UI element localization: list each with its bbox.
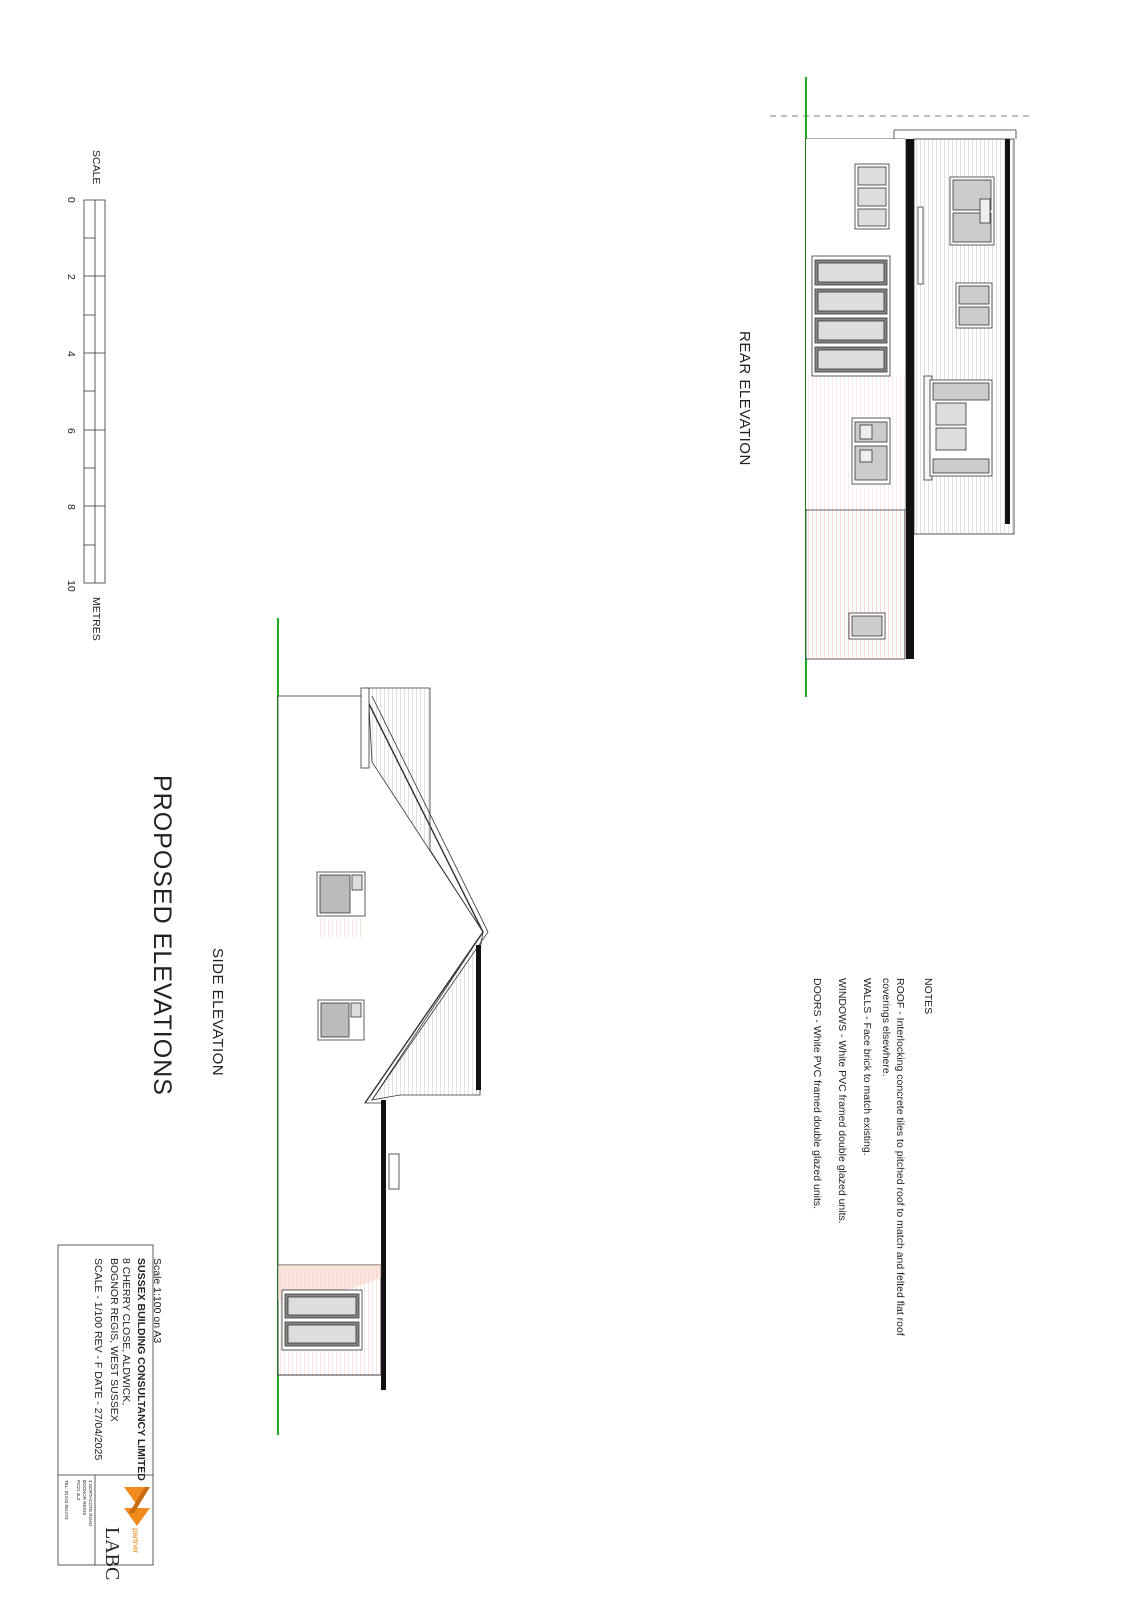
- side-window-middle: [318, 1000, 364, 1040]
- notes-line-roof: ROOF - Interlocking concrete tiles to pitched roof to match and felted flat roof: [894, 978, 906, 1336]
- scale-tick-10: 10: [65, 580, 77, 592]
- rear-window-middle: [852, 418, 890, 484]
- address-line-2: BOGNOR REGIS, WEST SUSSEX: [108, 1258, 120, 1422]
- rear-roof-window-2: [956, 283, 992, 328]
- scale-tick-6: 6: [65, 428, 77, 434]
- contact-line-4: TEL: 01243 861279: [64, 1480, 69, 1520]
- rear-dormer-doors: [924, 376, 992, 480]
- notes-line-walls: WALLS - Face brick to match existing.: [861, 978, 873, 1156]
- scale-tick-2: 2: [65, 274, 77, 280]
- rear-soil-vent: [918, 207, 923, 284]
- notes-block: [804, 978, 940, 1336]
- scale-bar-unit: METRES: [90, 597, 102, 641]
- side-fascia: [381, 1100, 386, 1390]
- rear-window-lower: [849, 613, 885, 639]
- rear-elevation: [770, 77, 1030, 697]
- contact-block: [63, 1480, 93, 1526]
- side-elevation-label: SIDE ELEVATION: [209, 948, 226, 1077]
- logo-word: LABC: [101, 1527, 123, 1581]
- notes-line-windows: WINDOWS - White PVC framed double glazed units.: [836, 978, 848, 1224]
- contact-line-3: PO21 4LZ: [76, 1480, 81, 1501]
- side-elevation: [278, 618, 488, 1435]
- rear-elevation-label: REAR ELEVATION: [736, 331, 753, 466]
- logo-sub: partner: [131, 1528, 140, 1554]
- rear-gutter: [1005, 139, 1010, 524]
- scale-tick-0: 0: [65, 197, 77, 203]
- scale-note: Scale 1:100 on A3: [151, 1258, 163, 1344]
- scale-tick-8: 8: [65, 504, 77, 510]
- contact-line-2: BOGNOR REGIS: [82, 1480, 87, 1516]
- address-line-1: 8 CHERRY CLOSE, ALDWICK,: [120, 1258, 132, 1406]
- scale-rev-date: SCALE - 1/100 REV - F DATE - 27/04/2025: [92, 1258, 104, 1461]
- rear-fascia: [906, 139, 914, 659]
- side-flue: [389, 1154, 399, 1189]
- notes-line-doors: DOORS - White PVC framed double glazed units.: [811, 978, 823, 1210]
- labc-logo-icon: [124, 1487, 150, 1526]
- side-extension-doors: [278, 1265, 381, 1375]
- rear-roof-window-1: [950, 177, 994, 245]
- notes-heading: NOTES: [922, 978, 934, 1015]
- side-window-upper: [317, 872, 365, 938]
- scale-bar-title: SCALE: [90, 150, 102, 185]
- rear-bifold-doors: [812, 256, 890, 376]
- rear-window-upper: [855, 164, 889, 229]
- title-block-text: [90, 1258, 164, 1481]
- drawing-title: PROPOSED ELEVATIONS: [148, 775, 176, 1096]
- scale-tick-4: 4: [65, 351, 77, 357]
- notes-line-roof-cont: coverings elsewhere.: [880, 978, 892, 1077]
- contact-line-1: 3 NORTHCOTE ROAD: [88, 1480, 93, 1527]
- company-name: SUSSEX BUILDING CONSULTANCY LIMITED: [135, 1258, 147, 1481]
- scale-bar: [84, 200, 105, 583]
